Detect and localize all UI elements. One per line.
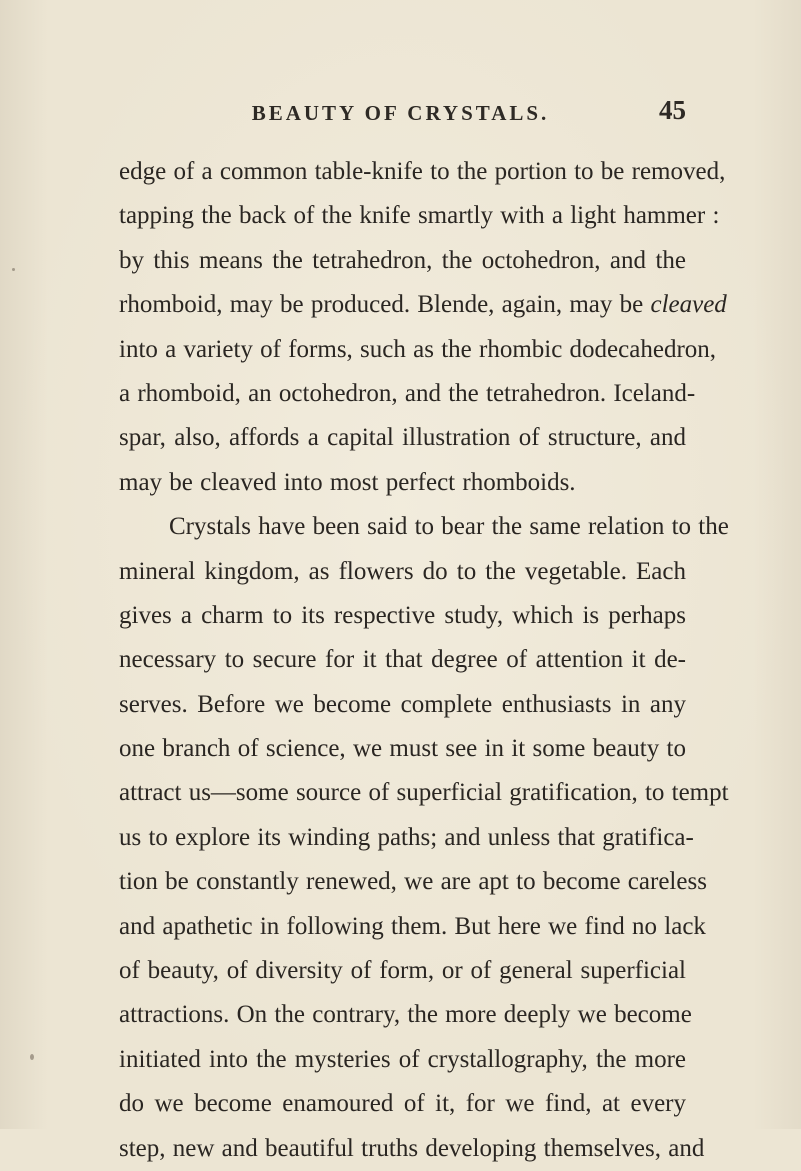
text-line: serves. Before we become complete enthusiasts in any — [119, 690, 686, 718]
text-line — [119, 283, 727, 327]
text-line: mineral kingdom, as flowers do to the vegetable. Each — [119, 557, 686, 585]
text-line: attract us—some source of superficial gratification, to tempt — [119, 779, 729, 807]
text-line: by this means the tetrahedron, the octohedron, and the — [119, 246, 686, 274]
paper-speck — [30, 1054, 34, 1060]
text-line: edge of a common table-knife to the portion to be removed, — [119, 158, 726, 185]
text-line: a rhomboid, an octohedron, and the tetrahedron. Iceland- — [119, 379, 696, 407]
text-line: tapping the back of the knife smartly with a light hammer : — [119, 202, 720, 230]
text-line: may be cleaved into most perfect rhomboids. — [119, 468, 576, 496]
page-header — [0, 95, 801, 137]
text-line: one branch of science, we must see in it some beauty to — [119, 735, 686, 763]
text-line: attractions. On the contrary, the more deeply we become — [119, 1001, 692, 1029]
text-line: gives a charm to its respective study, which is perhaps — [119, 601, 686, 629]
text-line: tion be constantly renewed, we are apt to become careless — [119, 868, 707, 896]
text-line: into a variety of forms, such as the rhombic dodecahedron, — [119, 335, 717, 363]
text-line: of beauty, of diversity of form, or of general superficial — [119, 957, 686, 985]
text-line: initiated into the mysteries of crystallography, the more — [119, 1045, 686, 1073]
paragraph-first-line: Crystals have been said to bear the same relation to the — [169, 513, 729, 541]
text-line: spar, also, affords a capital illustration of structure, and — [119, 424, 686, 452]
text-line-part: rhomboid, may be produced. Blende, again, may be — [119, 291, 644, 319]
text-line: do we become enamoured of it, for we find, at every — [119, 1090, 686, 1118]
text-line: us to explore its winding paths; and unless that gratifica- — [119, 823, 694, 851]
paper-speck — [12, 268, 15, 271]
text-line: and apathetic in following them. But here we find no lack — [119, 912, 706, 940]
text-line: necessary to secure for it that degree of attention it de- — [119, 646, 686, 674]
text-line: step, new and beautiful truths developing themselves, and — [119, 1134, 705, 1162]
running-title: BEAUTY OF CRYSTALS. — [251, 101, 550, 125]
italic-word: cleaved — [650, 291, 727, 319]
body-text — [119, 150, 729, 1171]
page-number: 45 — [659, 95, 686, 125]
